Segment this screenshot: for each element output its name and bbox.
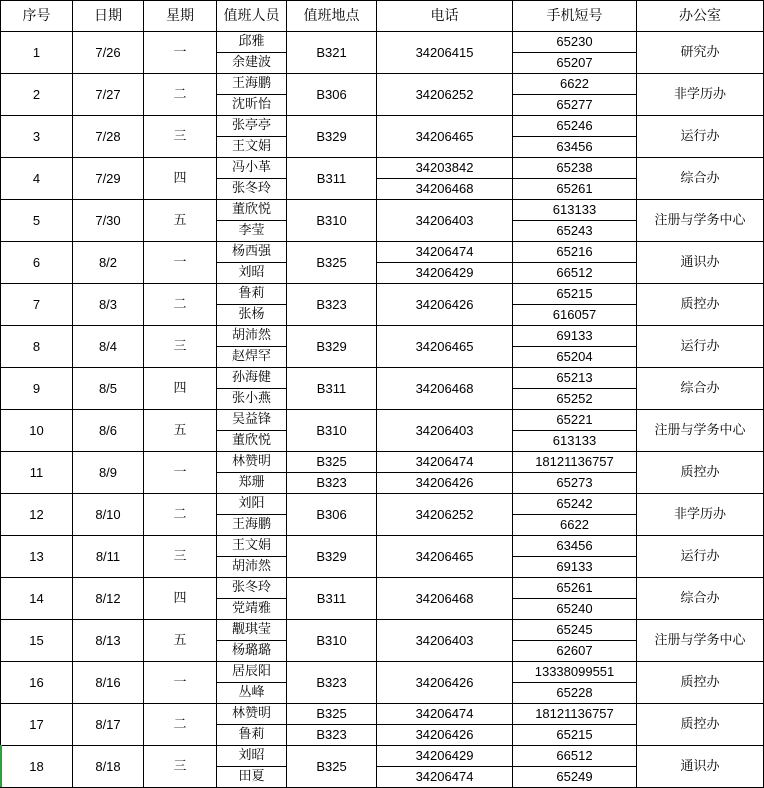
duty-location: B325	[287, 746, 377, 788]
duty-date: 7/27	[73, 74, 144, 116]
short-number: 18121136757	[513, 452, 637, 473]
office: 运行办	[637, 536, 764, 578]
duty-location: B329	[287, 326, 377, 368]
short-number: 6622	[513, 515, 637, 536]
duty-date: 8/2	[73, 242, 144, 284]
duty-date: 8/10	[73, 494, 144, 536]
row-number: 7	[1, 284, 73, 326]
office: 研究办	[637, 32, 764, 74]
duty-person: 觏琪莹	[217, 620, 287, 641]
weekday: 二	[144, 284, 217, 326]
short-number: 63456	[513, 536, 637, 557]
row-number: 17	[1, 704, 73, 746]
weekday: 一	[144, 32, 217, 74]
table-row	[1, 662, 764, 683]
header-cell: 值班地点	[287, 1, 377, 32]
phone: 34206403	[377, 410, 513, 452]
duty-person: 孙海健	[217, 368, 287, 389]
table-row	[1, 452, 764, 473]
phone: 34206465	[377, 116, 513, 158]
duty-person: 张亭亭	[217, 116, 287, 137]
duty-location: B329	[287, 116, 377, 158]
office: 质控办	[637, 284, 764, 326]
duty-person: 居辰阳	[217, 662, 287, 683]
duty-person: 郑珊	[217, 473, 287, 494]
duty-date: 7/28	[73, 116, 144, 158]
duty-person: 王海鹏	[217, 515, 287, 536]
duty-date: 7/29	[73, 158, 144, 200]
short-number: 63456	[513, 137, 637, 158]
table-row	[1, 326, 764, 347]
office: 综合办	[637, 158, 764, 200]
row-number: 14	[1, 578, 73, 620]
duty-date: 8/9	[73, 452, 144, 494]
duty-person: 赵焊罕	[217, 347, 287, 368]
duty-date: 8/11	[73, 536, 144, 578]
row-number: 5	[1, 200, 73, 242]
short-number: 18121136757	[513, 704, 637, 725]
duty-person: 胡沛然	[217, 326, 287, 347]
row-number: 8	[1, 326, 73, 368]
short-number: 65228	[513, 683, 637, 704]
table-row	[1, 620, 764, 641]
duty-person: 王文娟	[217, 137, 287, 158]
duty-person: 刘阳	[217, 494, 287, 515]
duty-location: B325	[287, 704, 377, 725]
short-number: 616057	[513, 305, 637, 326]
header-cell: 值班人员	[217, 1, 287, 32]
weekday: 四	[144, 368, 217, 410]
short-number: 65240	[513, 599, 637, 620]
duty-date: 8/3	[73, 284, 144, 326]
weekday: 五	[144, 620, 217, 662]
row-number: 10	[1, 410, 73, 452]
table-row	[1, 536, 764, 557]
row-marker	[0, 745, 2, 787]
phone: 34206474	[377, 242, 513, 263]
duty-person: 冯小革	[217, 158, 287, 179]
phone: 34206403	[377, 620, 513, 662]
duty-date: 7/30	[73, 200, 144, 242]
short-number: 65246	[513, 116, 637, 137]
duty-person: 董欣悦	[217, 200, 287, 221]
short-number: 65261	[513, 179, 637, 200]
duty-location: B323	[287, 473, 377, 494]
duty-person: 林赞明	[217, 452, 287, 473]
short-number: 613133	[513, 200, 637, 221]
short-number: 69133	[513, 326, 637, 347]
duty-person: 林赞明	[217, 704, 287, 725]
short-number: 65242	[513, 494, 637, 515]
short-number: 6622	[513, 74, 637, 95]
duty-location: B325	[287, 242, 377, 284]
duty-date: 8/13	[73, 620, 144, 662]
office: 通识办	[637, 746, 764, 788]
duty-date: 8/5	[73, 368, 144, 410]
duty-person: 吴益锋	[217, 410, 287, 431]
duty-person: 董欣悦	[217, 431, 287, 452]
short-number: 66512	[513, 746, 637, 767]
duty-location: B311	[287, 158, 377, 200]
phone: 34206468	[377, 179, 513, 200]
phone: 34206415	[377, 32, 513, 74]
phone: 34206474	[377, 704, 513, 725]
row-number: 2	[1, 74, 73, 116]
weekday: 五	[144, 200, 217, 242]
duty-person: 张杨	[217, 305, 287, 326]
phone: 34206252	[377, 494, 513, 536]
row-number: 16	[1, 662, 73, 704]
duty-person: 王海鹏	[217, 74, 287, 95]
duty-date: 8/18	[73, 746, 144, 788]
header-cell: 日期	[73, 1, 144, 32]
weekday: 五	[144, 410, 217, 452]
short-number: 613133	[513, 431, 637, 452]
weekday: 一	[144, 662, 217, 704]
header-cell: 手机短号	[513, 1, 637, 32]
header-cell: 办公室	[637, 1, 764, 32]
row-number: 18	[1, 746, 73, 788]
duty-date: 8/4	[73, 326, 144, 368]
duty-person: 党靖雅	[217, 599, 287, 620]
short-number: 65215	[513, 284, 637, 305]
phone: 34206252	[377, 74, 513, 116]
phone: 34206465	[377, 536, 513, 578]
short-number: 65230	[513, 32, 637, 53]
table-row	[1, 74, 764, 95]
short-number: 65277	[513, 95, 637, 116]
phone: 34206474	[377, 767, 513, 788]
duty-person: 鲁莉	[217, 284, 287, 305]
weekday: 四	[144, 158, 217, 200]
phone: 34206429	[377, 746, 513, 767]
table-row	[1, 368, 764, 389]
office: 质控办	[637, 452, 764, 494]
duty-person: 鲁莉	[217, 725, 287, 746]
short-number: 65213	[513, 368, 637, 389]
office: 注册与学务中心	[637, 620, 764, 662]
short-number: 65215	[513, 725, 637, 746]
office: 注册与学务中心	[637, 410, 764, 452]
row-number: 6	[1, 242, 73, 284]
duty-person: 胡沛然	[217, 557, 287, 578]
phone: 34206426	[377, 473, 513, 494]
header-row	[1, 1, 764, 32]
phone: 34206403	[377, 200, 513, 242]
table-row	[1, 746, 764, 767]
duty-person: 杨璐璐	[217, 641, 287, 662]
weekday: 二	[144, 494, 217, 536]
phone: 34206468	[377, 578, 513, 620]
short-number: 65221	[513, 410, 637, 431]
duty-location: B310	[287, 620, 377, 662]
short-number: 65216	[513, 242, 637, 263]
table-row	[1, 158, 764, 179]
row-number: 4	[1, 158, 73, 200]
table-row	[1, 284, 764, 305]
duty-location: B311	[287, 368, 377, 410]
table-row	[1, 578, 764, 599]
phone: 34206426	[377, 662, 513, 704]
duty-person: 邱雅	[217, 32, 287, 53]
office: 通识办	[637, 242, 764, 284]
office: 运行办	[637, 116, 764, 158]
office: 综合办	[637, 368, 764, 410]
row-number: 1	[1, 32, 73, 74]
short-number: 69133	[513, 557, 637, 578]
row-number: 3	[1, 116, 73, 158]
header-cell: 序号	[1, 1, 73, 32]
duty-person: 刘昭	[217, 746, 287, 767]
office: 注册与学务中心	[637, 200, 764, 242]
phone: 34206474	[377, 452, 513, 473]
table-row	[1, 410, 764, 431]
duty-person: 张冬玲	[217, 578, 287, 599]
phone: 34206468	[377, 368, 513, 410]
office: 运行办	[637, 326, 764, 368]
duty-person: 丛峰	[217, 683, 287, 704]
table-row	[1, 116, 764, 137]
weekday: 四	[144, 578, 217, 620]
short-number: 65261	[513, 578, 637, 599]
duty-person: 王文娟	[217, 536, 287, 557]
duty-date: 7/26	[73, 32, 144, 74]
weekday: 三	[144, 326, 217, 368]
duty-date: 8/17	[73, 704, 144, 746]
row-number: 13	[1, 536, 73, 578]
weekday: 二	[144, 74, 217, 116]
weekday: 二	[144, 704, 217, 746]
office: 质控办	[637, 662, 764, 704]
row-number: 9	[1, 368, 73, 410]
duty-location: B321	[287, 32, 377, 74]
short-number: 66512	[513, 263, 637, 284]
short-number: 65245	[513, 620, 637, 641]
weekday: 一	[144, 452, 217, 494]
phone: 34206426	[377, 284, 513, 326]
header-cell: 电话	[377, 1, 513, 32]
short-number: 65252	[513, 389, 637, 410]
duty-person: 李莹	[217, 221, 287, 242]
duty-location: B323	[287, 725, 377, 746]
duty-location: B310	[287, 200, 377, 242]
weekday: 一	[144, 242, 217, 284]
phone: 34206465	[377, 326, 513, 368]
duty-location: B329	[287, 536, 377, 578]
short-number: 13338099551	[513, 662, 637, 683]
duty-person: 杨西强	[217, 242, 287, 263]
table-row	[1, 242, 764, 263]
table-row	[1, 32, 764, 53]
weekday: 三	[144, 116, 217, 158]
short-number: 65238	[513, 158, 637, 179]
table-row	[1, 200, 764, 221]
short-number: 65207	[513, 53, 637, 74]
duty-person: 沈昕怡	[217, 95, 287, 116]
row-number: 12	[1, 494, 73, 536]
duty-location: B306	[287, 74, 377, 116]
duty-location: B325	[287, 452, 377, 473]
duty-person: 余建波	[217, 53, 287, 74]
short-number: 65243	[513, 221, 637, 242]
row-number: 11	[1, 452, 73, 494]
duty-date: 8/12	[73, 578, 144, 620]
row-number: 15	[1, 620, 73, 662]
duty-person: 张小燕	[217, 389, 287, 410]
short-number: 65249	[513, 767, 637, 788]
header-cell: 星期	[144, 1, 217, 32]
short-number: 65273	[513, 473, 637, 494]
short-number: 65204	[513, 347, 637, 368]
weekday: 三	[144, 536, 217, 578]
duty-location: B323	[287, 284, 377, 326]
weekday: 三	[144, 746, 217, 788]
duty-location: B310	[287, 410, 377, 452]
duty-person: 张冬玲	[217, 179, 287, 200]
phone: 34206429	[377, 263, 513, 284]
phone: 34206426	[377, 725, 513, 746]
duty-location: B323	[287, 662, 377, 704]
duty-date: 8/6	[73, 410, 144, 452]
duty-person: 田夏	[217, 767, 287, 788]
office: 质控办	[637, 704, 764, 746]
office: 综合办	[637, 578, 764, 620]
short-number: 62607	[513, 641, 637, 662]
duty-person: 刘昭	[217, 263, 287, 284]
office: 非学历办	[637, 494, 764, 536]
duty-location: B306	[287, 494, 377, 536]
phone: 34203842	[377, 158, 513, 179]
table-row	[1, 494, 764, 515]
duty-date: 8/16	[73, 662, 144, 704]
duty-location: B311	[287, 578, 377, 620]
table-row	[1, 704, 764, 725]
office: 非学历办	[637, 74, 764, 116]
